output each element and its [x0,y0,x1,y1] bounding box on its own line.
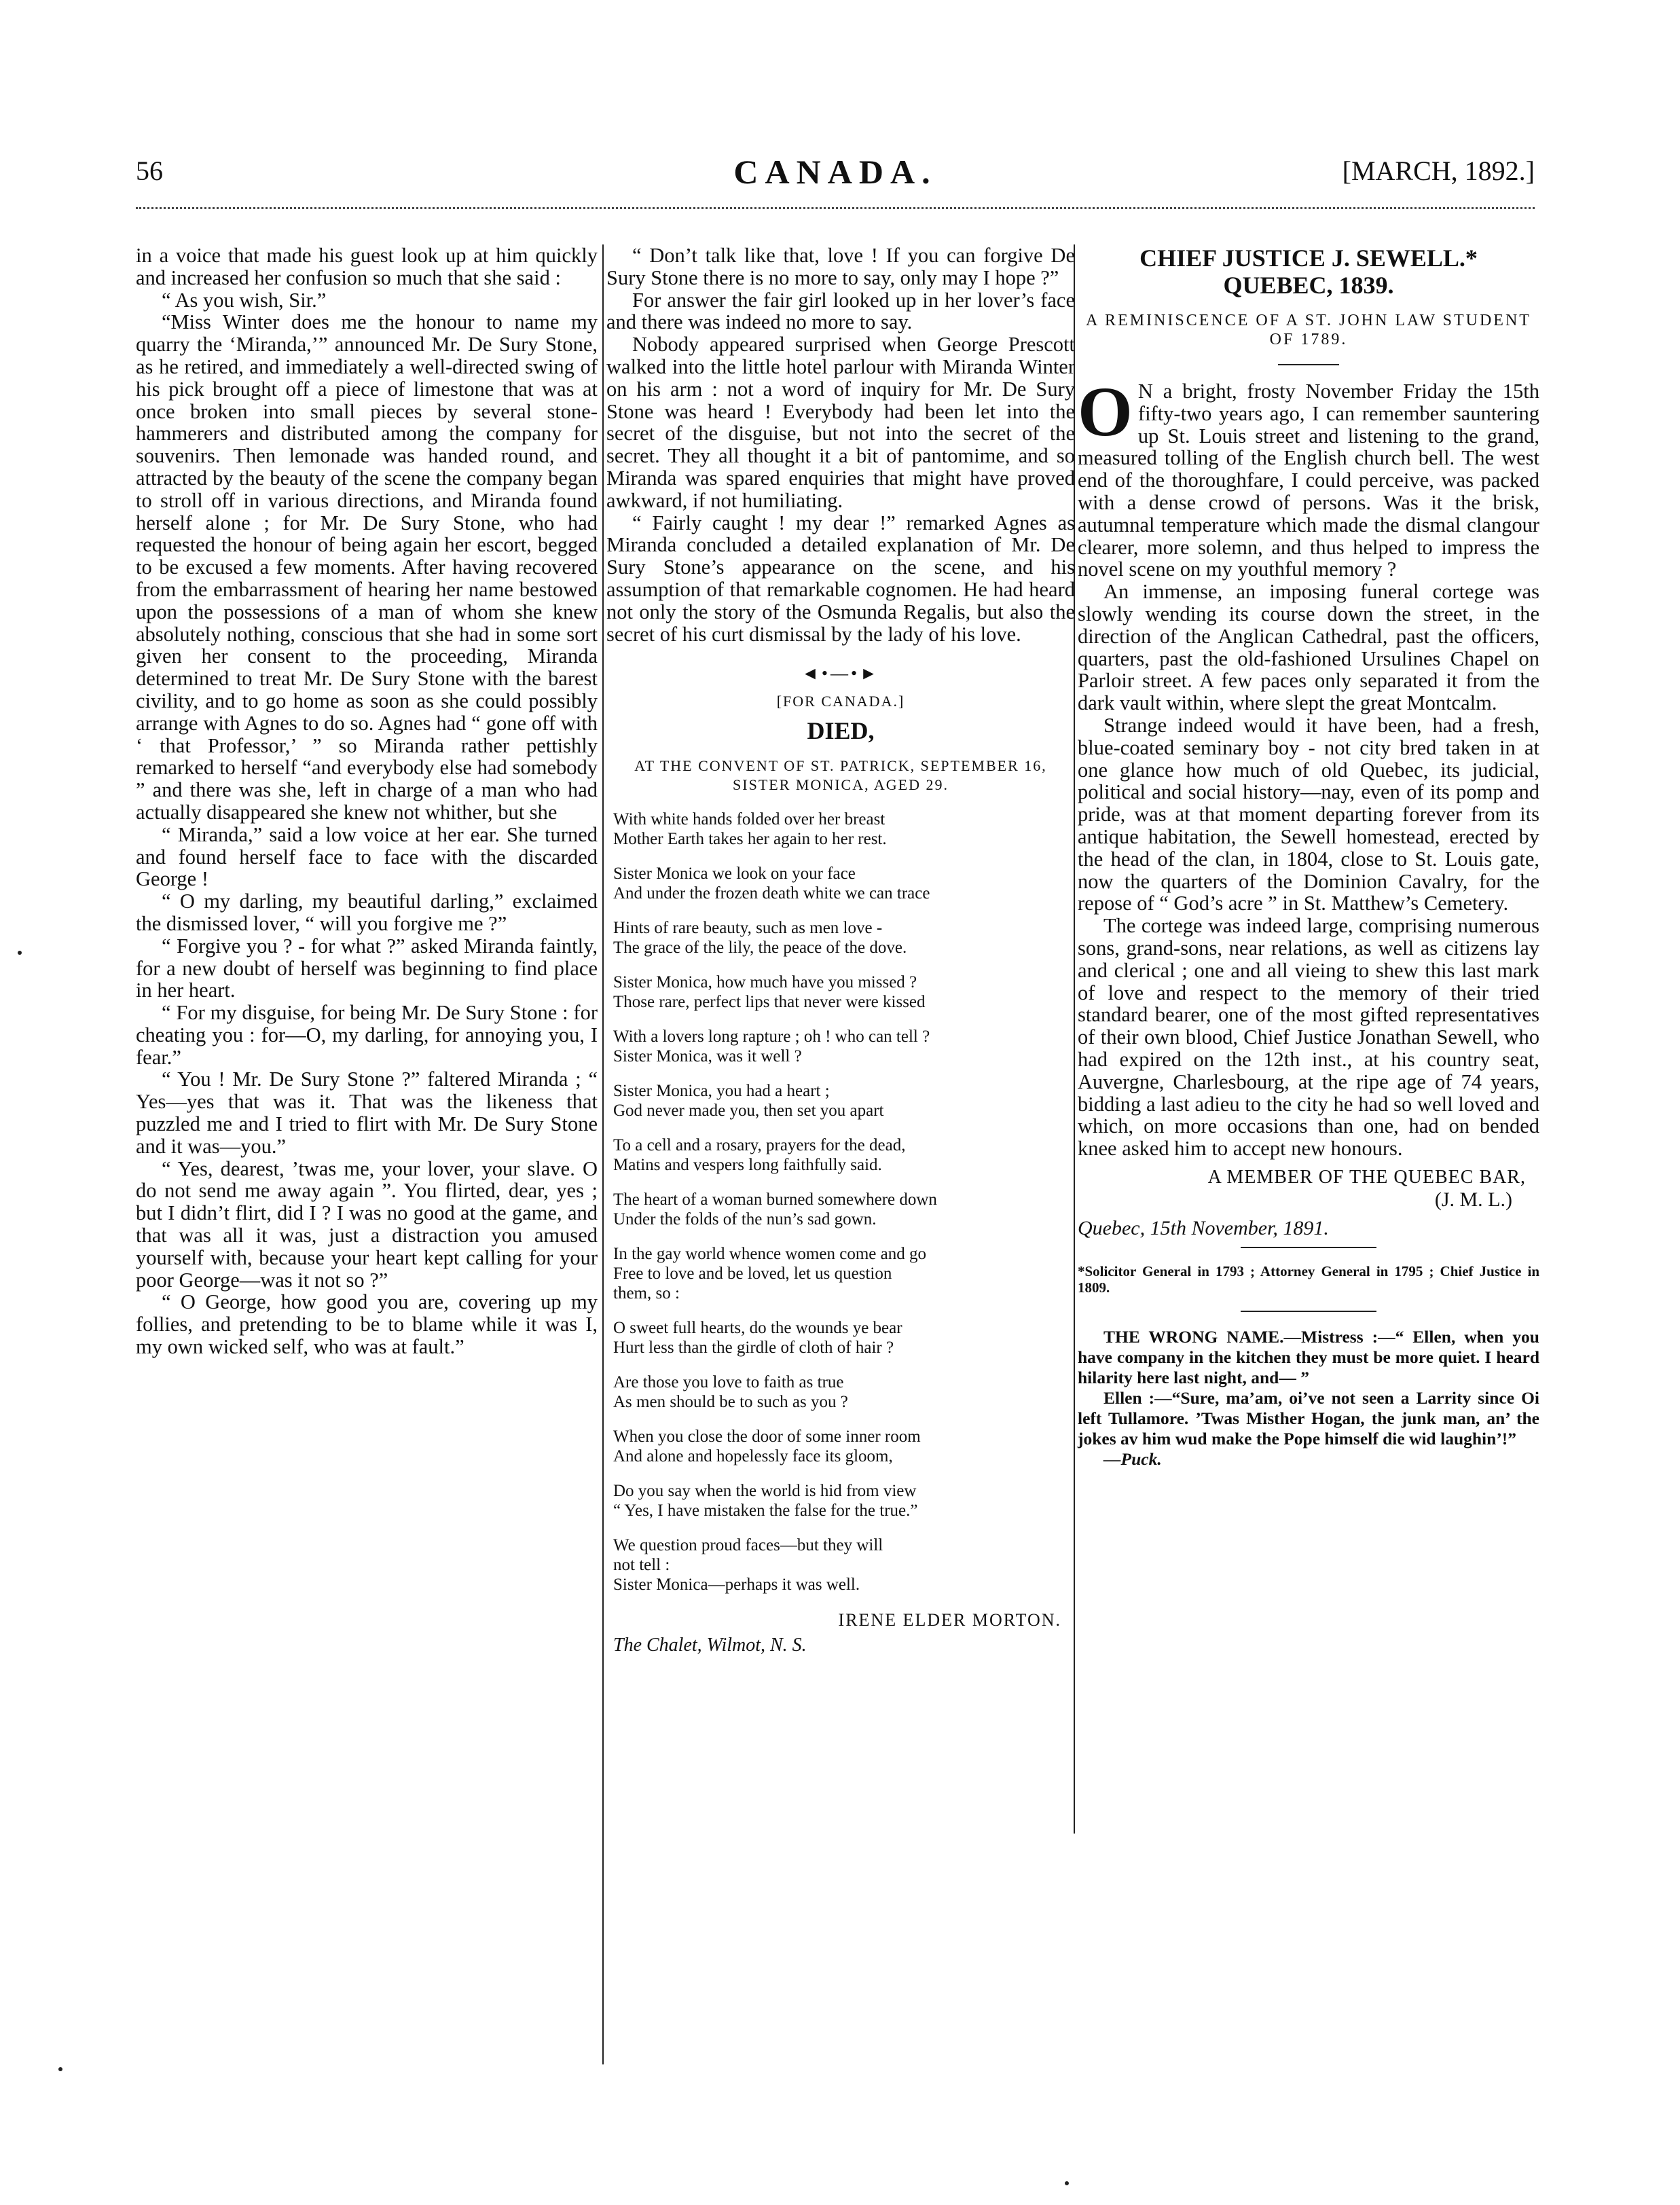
byline-initials: (J. M. L.) [1434,1188,1512,1211]
poem-stanza: O sweet full hearts, do the wounds ye bear Hurt less than the girdle of cloth of hair ? [613,1318,902,1357]
section-ornament: ◄•—•► [801,663,880,684]
paragraph: “ Yes, dearest, ’twas me, your lover, your slave. O do not send me away again ”. You flirted, dear, yes ; but I didn’t flirt, did I ? I was no good at the game, and that was all it was, just a distraction you amused yourself with, because your heart kept calling for your poor George—was it not so ?” [136,1156,598,1292]
paragraph: “ Don’t talk like that, love ! If you can forgive De Sury Stone there is no more to say, only may I hope ?” [606,244,1075,289]
paragraph: “ Fairly caught ! my dear !” remarked Agnes as Miranda concluded a detailed explanation of Mr. De Sury Stone’s appearance on the scene, and his assumption of that remarkable cognomen. He had heard not only the story of the Osmunda Regalis, but also the secret of his curt dismissal by the lady of his love. [606,511,1075,646]
paragraph: Strange indeed would it have been, had a fresh, blue-coated seminary boy - not city bred taken in at one glance how much of old Quebec, its judicial, political and social history—nay, even of its pomp and pride, was at that moment departing forever from its antique habitation, the Sewell homestead, erected by the head of the clan, in 1804, close to St. Louis gate, now the quarters of the Dominion Cavalry, for the repose of “ God’s acre ” in St. Matthew’s Cemetery. [1078,713,1539,915]
poem-title: DIED, [807,716,875,744]
poem-stanza: In the gay world whence women come and go Free to love and be loved, let us question them, so : [613,1244,926,1302]
paragraph: “ You ! Mr. De Sury Stone ?” faltered Miranda ; “ Yes—yes that was it. That was the likeness that puzzled me and I tried to flirt with Mr. De Sury Stone and it was—you.” [136,1068,598,1158]
column-3 [1078,244,1539,1470]
for-canada-label: [FOR CANADA.] [776,693,905,710]
article-title-line1: CHIEF JUSTICE J. SEWELL.* [1139,244,1478,272]
paragraph: “ As you wish, Sir.” [162,288,327,312]
poem-stanza: Are those you love to faith as true As men should be to such as you ? [613,1372,848,1411]
poem-stanzas [606,809,1075,1594]
poem-signature: IRENE ELDER MORTON. [838,1609,1061,1630]
column-1 [136,244,598,1358]
paragraph: “ Forgive you ? - for what ?” asked Miranda faintly, for a new doubt of herself was beginning to find place in her heart. [136,934,598,1002]
print-speck [58,2067,62,2071]
poem-stanza: Sister Monica, you had a heart ; God never made you, then set you apart [613,1081,884,1120]
lead-paragraph [1078,373,1539,581]
article-byline: A MEMBER OF THE QUEBEC BAR, [1207,1166,1526,1188]
lead-paragraph-text: N a bright, frosty November Friday the 15th fifty-two years ago, I can remember sauntering up St. Louis street and listening to the grand, measured tolling of the English church bell. The west end of the thoroughfare, I could perceive, was packed with a dense crowd of persons. Was it the brisk, autumnal temperature which made the dismal clangour clearer, more solemn, and thus helped to impress the novel scene on my youthful memory ? [1078,380,1539,581]
column-divider [1074,244,1075,1834]
poem-stanza: Sister Monica, how much have you missed ? Those rare, perfect lips that never were kissed [613,972,926,1011]
paragraph: An immense, an imposing funeral cortege was slowly wending its course down the street, in the direction of the Anglican Cathedral, past the officers, quarters, past the old-fashioned Ursulines Chapel on Parloir street. A few paces only separated it from the dark vault within, where slept the great Montcalm. [1078,580,1539,715]
print-speck [1065,2181,1069,2185]
anecdote-paragraph: THE WRONG NAME.—Mistress :—“ Ellen, when you have company in the kitchen they must be more quiet. I heard hilarity here last night, and— ” [1078,1327,1539,1388]
poem-stanza: With white hands folded over her breast Mother Earth takes her again to her rest. [613,809,887,848]
anecdote [1078,1327,1539,1470]
poem-stanza: Hints of rare beauty, such as men love - The grace of the lily, the peace of the dove. [613,918,907,957]
magazine-title: CANADA. [733,153,937,191]
poem-stanza: We question proud faces—but they will not tell : Sister Monica—perhaps it was well. [613,1535,883,1594]
poem-stanza: When you close the door of some inner room And alone and hopelessly face its gloom, [613,1427,921,1465]
issue-date: [MARCH, 1892.] [1342,156,1535,186]
page-number: 56 [136,156,163,186]
header-rule [136,207,1535,209]
drop-cap: O [1078,373,1133,451]
short-rule [1278,364,1339,365]
page-header [136,155,1535,196]
poem-stanza: Do you say when the world is hid from view “ Yes, I have mistaken the false for the true.” [613,1481,918,1520]
poem-place: The Chalet, Wilmot, N. S. [613,1634,807,1656]
poem-subtitle: AT THE CONVENT OF ST. PATRICK, SEPTEMBER 16, SISTER MONICA, AGED 29. [634,757,1047,793]
poem-stanza: Sister Monica we look on your face And under the frozen death white we can trace [613,864,930,903]
print-speck [18,951,22,955]
article-title-line2: QUEBEC, 1839. [1223,272,1394,299]
paragraph: “ O my darling, my beautiful darling,” exclaimed the dismissed lover, “ will you forgive me ?” [136,890,598,935]
article-dateline: Quebec, 15th November, 1891. [1078,1217,1329,1240]
paragraph: “ O George, how good you are, covering up my follies, and pretending to be to blame while it was I, my own wicked self, who was at fault.” [136,1290,598,1359]
paragraph: For answer the fair girl looked up in her lover’s face and there was indeed no more to say. [606,288,1075,334]
poem-stanza: The heart of a woman burned somewhere down Under the folds of the nun’s sad gown. [613,1190,937,1228]
short-rule [1241,1247,1376,1248]
article-title [1078,244,1539,299]
anecdote-paragraph: Ellen :—“Sure, ma’am, oi’ve not seen a Larrity since Oi left Tullamore. ’Twas Misther Hogan, the junk man, an’ the jokes av him wud make the Pope himself die wid laughin’!” [1078,1388,1539,1449]
short-rule [1241,1311,1376,1312]
paragraph: in a voice that made his guest look up at him quickly and increased her confusion so much that she said : [136,244,598,289]
paragraph: “ For my disguise, for being Mr. De Sury Stone : for cheating you : for—O, my darling, for annoying you, I fear.” [136,1001,598,1069]
footnote: *Solicitor General in 1793 ; Attorney General in 1795 ; Chief Justice in 1809. [1078,1263,1539,1296]
paragraph: Nobody appeared surprised when George Prescott walked into the little hotel parlour with Miranda Winter on his arm : not a word of inquiry for Mr. De Sury Stone was heard ! Everybody had been let into the secret of the disguise, but not into the secret of the secret. They all thought it a bit of pantomime, and so Miranda was spared enquiries that might have proved awkward, if not humiliating. [606,333,1075,512]
column-2 [606,244,1075,1657]
anecdote-source: —Puck. [1103,1449,1162,1470]
paragraph: “Miss Winter does me the honour to name my quarry the ‘Miranda,’” announced Mr. De Sury Stone, as he retired, and immediately a well-directed swing of his pick brought off a piece of limestone that was at once broken into small pieces by several stone-hammerers and distributed among the company for souvenirs. Then lemonade was handed round, and attracted by the beauty of the scene the company began to stroll off in various directions, and Miranda found herself alone ; for Mr. De Sury Stone, who had requested the honour of being again her escort, begged to be excused a few moments. After having recovered from the embarrassment of hearing her name bestowed upon the possessions of a man of whom she knew absolutely nothing, conscious that she had in some sort given her consent to the proceeding, Miranda determined to treat Mr. De Sury Stone with the barest civility, and to go home as soon as she could possibly arrange with Agnes to do so. Agnes had “ gone off with ‘ that Professor,’ ” so Miranda rather pettishly remarked to herself “and everybody else had somebody ” and there was she, left in charge of a man who had actually disappeared she knew not whither, but she [136,310,598,824]
paragraph: “ Miranda,” said a low voice at her ear. She turned and found herself face to face with the discarded George ! [136,822,598,891]
article-subhead: A REMINISCENCE OF A ST. JOHN LAW STUDENT OF 1789. [1086,312,1531,348]
paragraph: The cortege was indeed large, comprising numerous sons, grand-sons, near relations, as well as citizens lay and clerical ; one and all vieing to shew this last mark of love and respect to the memory of their tried standard bearer, one of the most gifted representatives of their own blood, Chief Justice Jonathan Sewell, who had expired on the 12th inst., at his country seat, Auvergne, Charlesbourg, at the ripe age of 74 years, bidding a last adieu to the city he had so well loved and which, on more occasions than one, had on bended knee asked him to accept new honours. [1078,914,1539,1161]
column-divider [602,244,604,2064]
poem-stanza: With a lovers long rapture ; oh ! who can tell ? Sister Monica, was it well ? [613,1027,930,1065]
poem-stanza: To a cell and a rosary, prayers for the dead, Matins and vespers long faithfully said. [613,1135,906,1174]
